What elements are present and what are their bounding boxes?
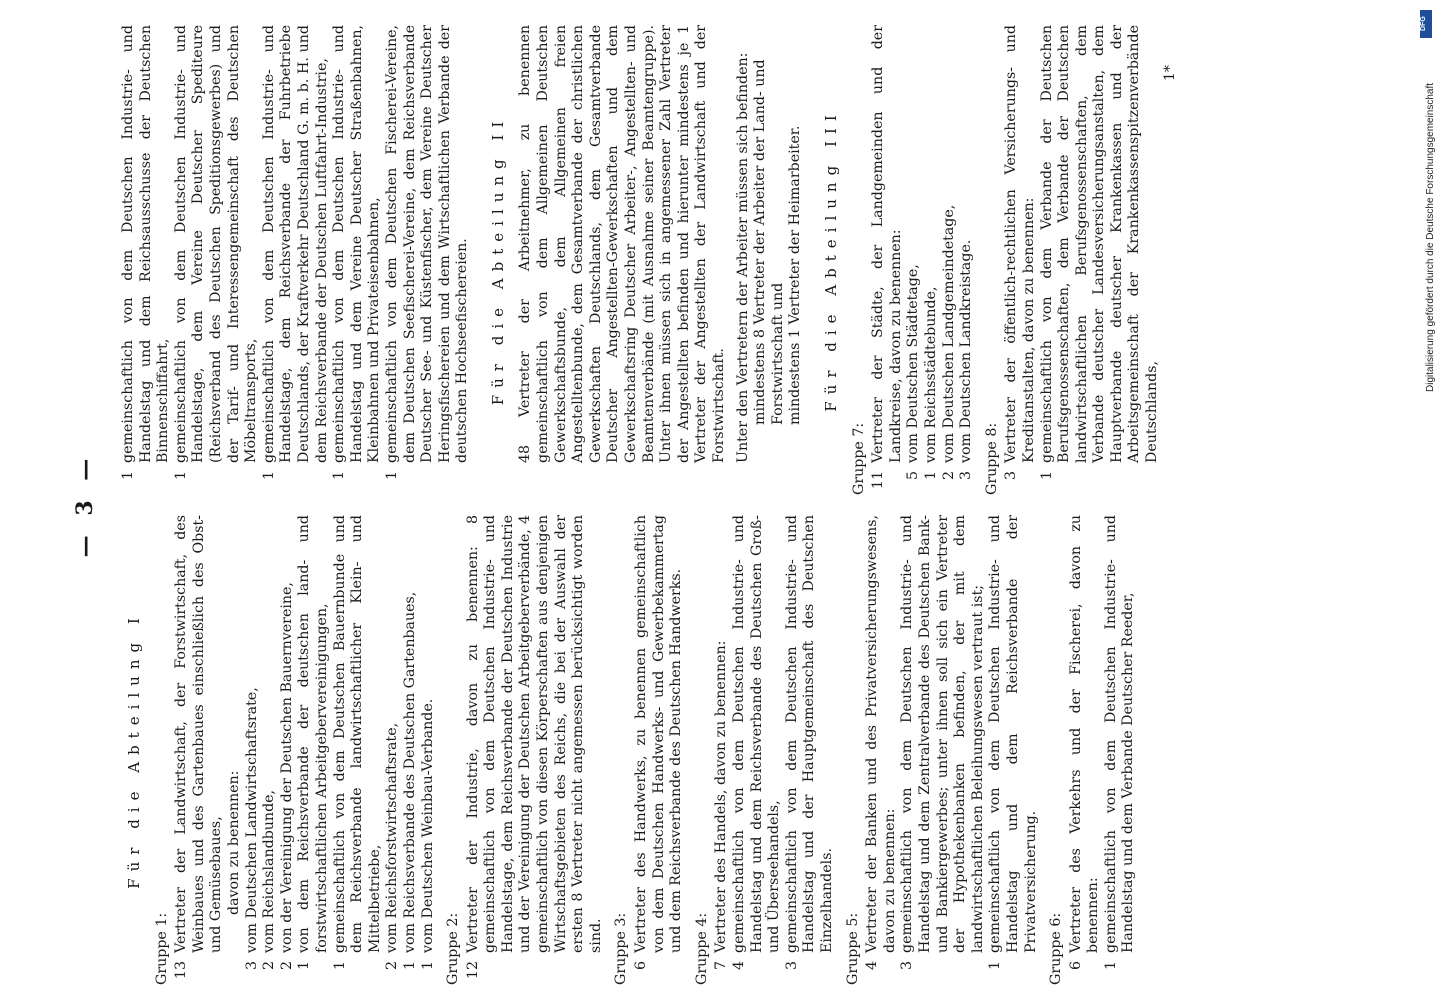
item-count: 2	[384, 961, 401, 971]
item-count: 1	[419, 961, 436, 971]
item-count: 2	[261, 961, 278, 971]
minimum-line: mindestens 1 Vertreter der Heimarbeiter.	[787, 125, 804, 425]
paragraph: Unter den Vertretern der Arbeiter müssen sich befinden:	[734, 52, 751, 463]
item-text: Vertreter der Landwirtschaft, der Forstwirtschaft, des Weinbaues und des Gartenbaues einschließlich des Obst- und Gemüsebaues,	[173, 515, 225, 953]
signature-mark: 1*	[1161, 65, 1178, 82]
list-item	[899, 515, 987, 985]
right-column	[120, 25, 1179, 495]
list-item	[244, 515, 262, 985]
item-text: vom Deutschen Weinbau-Verbande.	[419, 698, 436, 953]
list-item	[173, 25, 261, 495]
item-text: vom Reichsverbande des Deutschen Gartenbaues,	[401, 591, 418, 953]
item-text: vom Deutschen Landwirtschaftsrate,	[243, 687, 260, 953]
item-text: vom Deutschen Landkreistage.	[958, 239, 975, 463]
paragraph: 48 Vertreter der Arbeitnehmer, zu benennen gemeinschaftlich von dem Allgemeinen Deutschen Gewerkschaftsbunde, dem Allgemeinen freien Angestelltenbunde, dem Gesamtverbande der christlichen Gewerkschaften Deutschlands, dem Gesamtverbande Deutscher Angestellten-Gewerkschaften und dem Gewerkschaftsring Deutscher Arbeiter-, Angestellten- und Beamtenverbände (mit Ausnahme seiner Beamtengruppe). Unter ihnen müssen sich in angemessener Zahl Vertreter der Angestellten befinden und hierunter mindestens je 1 Vertreter der Angestellten der Landwirtschaft und der Forstwirtschaft.	[517, 25, 727, 463]
item-text: vom Reichsforstwirtschaftsrate,	[384, 722, 401, 953]
list-item	[713, 515, 731, 985]
list-item	[864, 515, 899, 985]
list-item	[173, 515, 226, 985]
group-label: Gruppe 1:	[153, 912, 170, 985]
item-text: gemeinschaftlich von dem Deutschen Industrie- und Handelstag und dem Reichsverbande des Deutschen Groß- und Überseehandels,	[731, 515, 783, 953]
list-item	[958, 25, 976, 495]
item-text: Vertreter der Industrie, davon zu benennen: 8 gemeinschaftlich von dem Deutschen Industrie- und Handelstage, dem Reichsverbande der Deutschen Industrie und der Vereinigung der Deutschen Arbeitgeberverbände, 4 gemeinschaftlich von diesen Körperschaften aus denjenigen Wirtschaftsgebieten des Reichs, die bei der Auswahl der ersten 8 Vertreter nicht angemessen berücksichtigt worden sind.	[464, 515, 604, 953]
item-count: 4	[864, 961, 881, 971]
group-label: Gruppe 3:	[613, 912, 630, 985]
list-item	[784, 515, 837, 985]
item-text: vom Deutschen Städtetage,	[905, 264, 922, 463]
item-count: 3	[783, 961, 800, 971]
digitization-credit: Digitalisierung gefördert durch die Deutsche Forschungsgemeinschaft	[1425, 82, 1436, 392]
item-count: 1	[987, 961, 1004, 971]
item-count: 5	[905, 471, 922, 481]
left-column	[120, 515, 1138, 985]
page-number: — 3 —	[72, 452, 98, 558]
item-count: 6	[1067, 961, 1084, 971]
item-count: 1	[1102, 961, 1119, 971]
item-text: Vertreter des Handwerks, zu benennen gemeinschaftlich von dem Deutschen Handwerks- und Gewerbekammertag und dem Reichsverbande des Deutschen Handwerks.	[633, 515, 685, 953]
item-count: 1	[922, 471, 939, 481]
section-heading-1: Für die Abteilung I	[125, 611, 143, 889]
item-count: 11	[870, 471, 887, 490]
list-item	[296, 515, 331, 985]
item-count: 3	[958, 471, 975, 481]
item-count: 3	[899, 961, 916, 971]
item-count: 6	[633, 961, 650, 971]
list-item	[987, 515, 1040, 985]
item-text: gemeinschaftlich von dem Deutschen Industrie- und Handelstage, dem Reichsverbande der Fuhrbetriebe Deutschlands, der Kraftverkehr Deutschland G. m. b. H. und dem Reichsverbande der Deutschen Luftfahrt-Industrie,	[260, 25, 330, 463]
item-text: vom Deutschen Landgemeindetage,	[940, 204, 957, 463]
list-item	[1003, 25, 1038, 495]
item-text: gemeinschaftlich von dem Deutschen Industrie- und Handelstag und dem Verbande Deutscher Reeder,	[1102, 515, 1137, 953]
rotated-page	[72, 5, 1280, 995]
item-text: von der Vereinigung der Deutschen Bauernvereine,	[278, 582, 295, 953]
group-label: Gruppe 2:	[445, 912, 462, 985]
item-text: Vertreter des Handels, davon zu benennen:	[713, 640, 730, 953]
group-label: Gruppe 5:	[844, 912, 861, 985]
item-text: gemeinschaftlich von dem Deutschen Industrie- und Handelstag und dem Reichsverbande der Privatversicherung.	[987, 515, 1039, 953]
item-text: gemeinschaftlich von dem Deutschen Bauernbunde und dem Reichsverbande landwirtschaftlicher Klein- und Mittelbetriebe,	[331, 515, 383, 953]
list-item	[465, 515, 606, 985]
list-item	[870, 25, 905, 495]
list-item	[941, 25, 959, 495]
item-count: 1	[1038, 471, 1055, 481]
item-text: gemeinschaftlich von dem Deutschen Industrie- und Handelstag und dem Vereine Deutscher Straßenbahnen, Kleinbahnen und Privateisenbahnen,	[331, 25, 383, 463]
list-item	[1039, 25, 1162, 495]
list-item	[384, 25, 472, 495]
item-text: Vertreter der Banken und des Privatversicherungswesens, davon zu benennen:	[864, 515, 898, 953]
list-item	[923, 25, 941, 495]
item-text: Vertreter der Städte, der Landgemeinden und der Landkreise, davon zu benennen:	[870, 25, 904, 463]
item-count: 13	[173, 961, 190, 980]
list-item	[633, 515, 686, 985]
list-item	[384, 515, 402, 985]
item-text: vom Reichslandbunde,	[261, 789, 278, 953]
list-item	[331, 25, 384, 495]
item-count: 1	[383, 471, 400, 481]
item-count: 2	[940, 471, 957, 481]
list-item	[332, 515, 385, 985]
item-count: 1	[172, 471, 189, 481]
minimum-line: mindestens 8 Vertreter der Arbeiter der Land- und Forstwirtschaft und	[752, 59, 786, 425]
item-count: 1	[331, 471, 348, 481]
item-count: 3	[1003, 471, 1020, 481]
list-item	[402, 515, 420, 985]
item-text: gemeinschaftlich von dem Deutschen Industrie- und Handelstag und dem Reichsausschusse der Deutschen Binnenschiffahrt,	[120, 25, 172, 463]
item-count: 1	[260, 471, 277, 481]
list-item	[1103, 515, 1138, 985]
group-label: Gruppe 6:	[1048, 912, 1065, 985]
list-item	[120, 25, 173, 495]
davon-line: davon zu benennen:	[225, 770, 242, 915]
item-text: gemeinschaftlich von dem Deutschen Industrie- und Handelstag und der Hauptgemeinschaft des Deutschen Einzelhandels.	[783, 515, 835, 953]
list-item	[1068, 515, 1103, 985]
list-item	[905, 25, 923, 495]
item-count: 12	[464, 961, 481, 980]
item-text: von dem Reichsverbande der deutschen land- und forstwirtschaftlichen Arbeitgebervereinigungen,	[296, 515, 330, 953]
group-label: Gruppe 4:	[693, 912, 710, 985]
item-count: 1	[296, 961, 313, 971]
item-text: gemeinschaftlich von dem Verbande der Deutschen Berufsgenossenschaften, dem Verbande der Deutschen landwirtschaftlichen Berufsgenossenschaften, dem Verbande deutscher Landesversicherungsanstalten, dem Hauptverbande deutscher Krankenkassen und der Arbeitsgemeinschaft der Krankenkassenspitzenverbände Deutschlands,	[1038, 25, 1161, 463]
list-item	[279, 515, 297, 985]
group-label: Gruppe 7:	[850, 422, 867, 495]
item-text: gemeinschaftlich von dem Deutschen Industrie- und Handelstag und dem Zentralverbande des Deutschen Bank- und Bankiergewerbes; unter ihnen soll sich ein Vertreter der Hypothekenbanken befinden, der mit dem landwirtschaftlichen Beleihungswesen vertraut ist;	[899, 515, 986, 953]
group-label: Gruppe 8:	[983, 422, 1000, 495]
item-count: 1	[120, 471, 136, 481]
item-text: gemeinschaftlich von dem Deutschen Industrie- und Handelstage, dem Vereine Deutscher Spediteure (Reichsverband des Deutschen Speditionsgewerbes) und der Tarif- und Interessengemeinschaft des Deutschen Möbeltransports,	[172, 25, 260, 463]
item-text: gemeinschaftlich von dem Deutschen Fischerei-Vereine, dem Deutschen Seefischerei-Vereine, dem Reichsverbande Deutscher See- und Küstenfischer, dem Vereine Deutscher Heringsfischereien und dem Wirtschaftlichen Verbande der deutschen Hochseefischereien.	[383, 25, 471, 463]
list-item	[731, 515, 784, 985]
item-count: 2	[278, 961, 295, 971]
section-heading-2: Für die Abteilung II	[488, 114, 507, 406]
item-text: Vertreter der öffentlich-rechtlichen Versicherungs- und Kreditanstalten, davon zu benennen:	[1003, 25, 1037, 463]
item-count: 4	[731, 961, 747, 971]
list-item	[420, 515, 438, 985]
item-text: vom Reichsstädtebunde,	[922, 286, 939, 463]
item-count: 1	[401, 961, 418, 971]
item-count: 1	[331, 961, 348, 971]
list-item	[261, 25, 331, 495]
list-item	[261, 515, 279, 985]
dfg-logo: DFG	[1420, 10, 1432, 38]
item-text: Vertreter des Verkehrs und der Fischerei, davon zu benennen:	[1067, 515, 1102, 953]
section-heading-3: Für die Abteilung III	[821, 108, 840, 412]
item-count: 3	[243, 961, 260, 971]
item-count: 7	[713, 961, 730, 971]
